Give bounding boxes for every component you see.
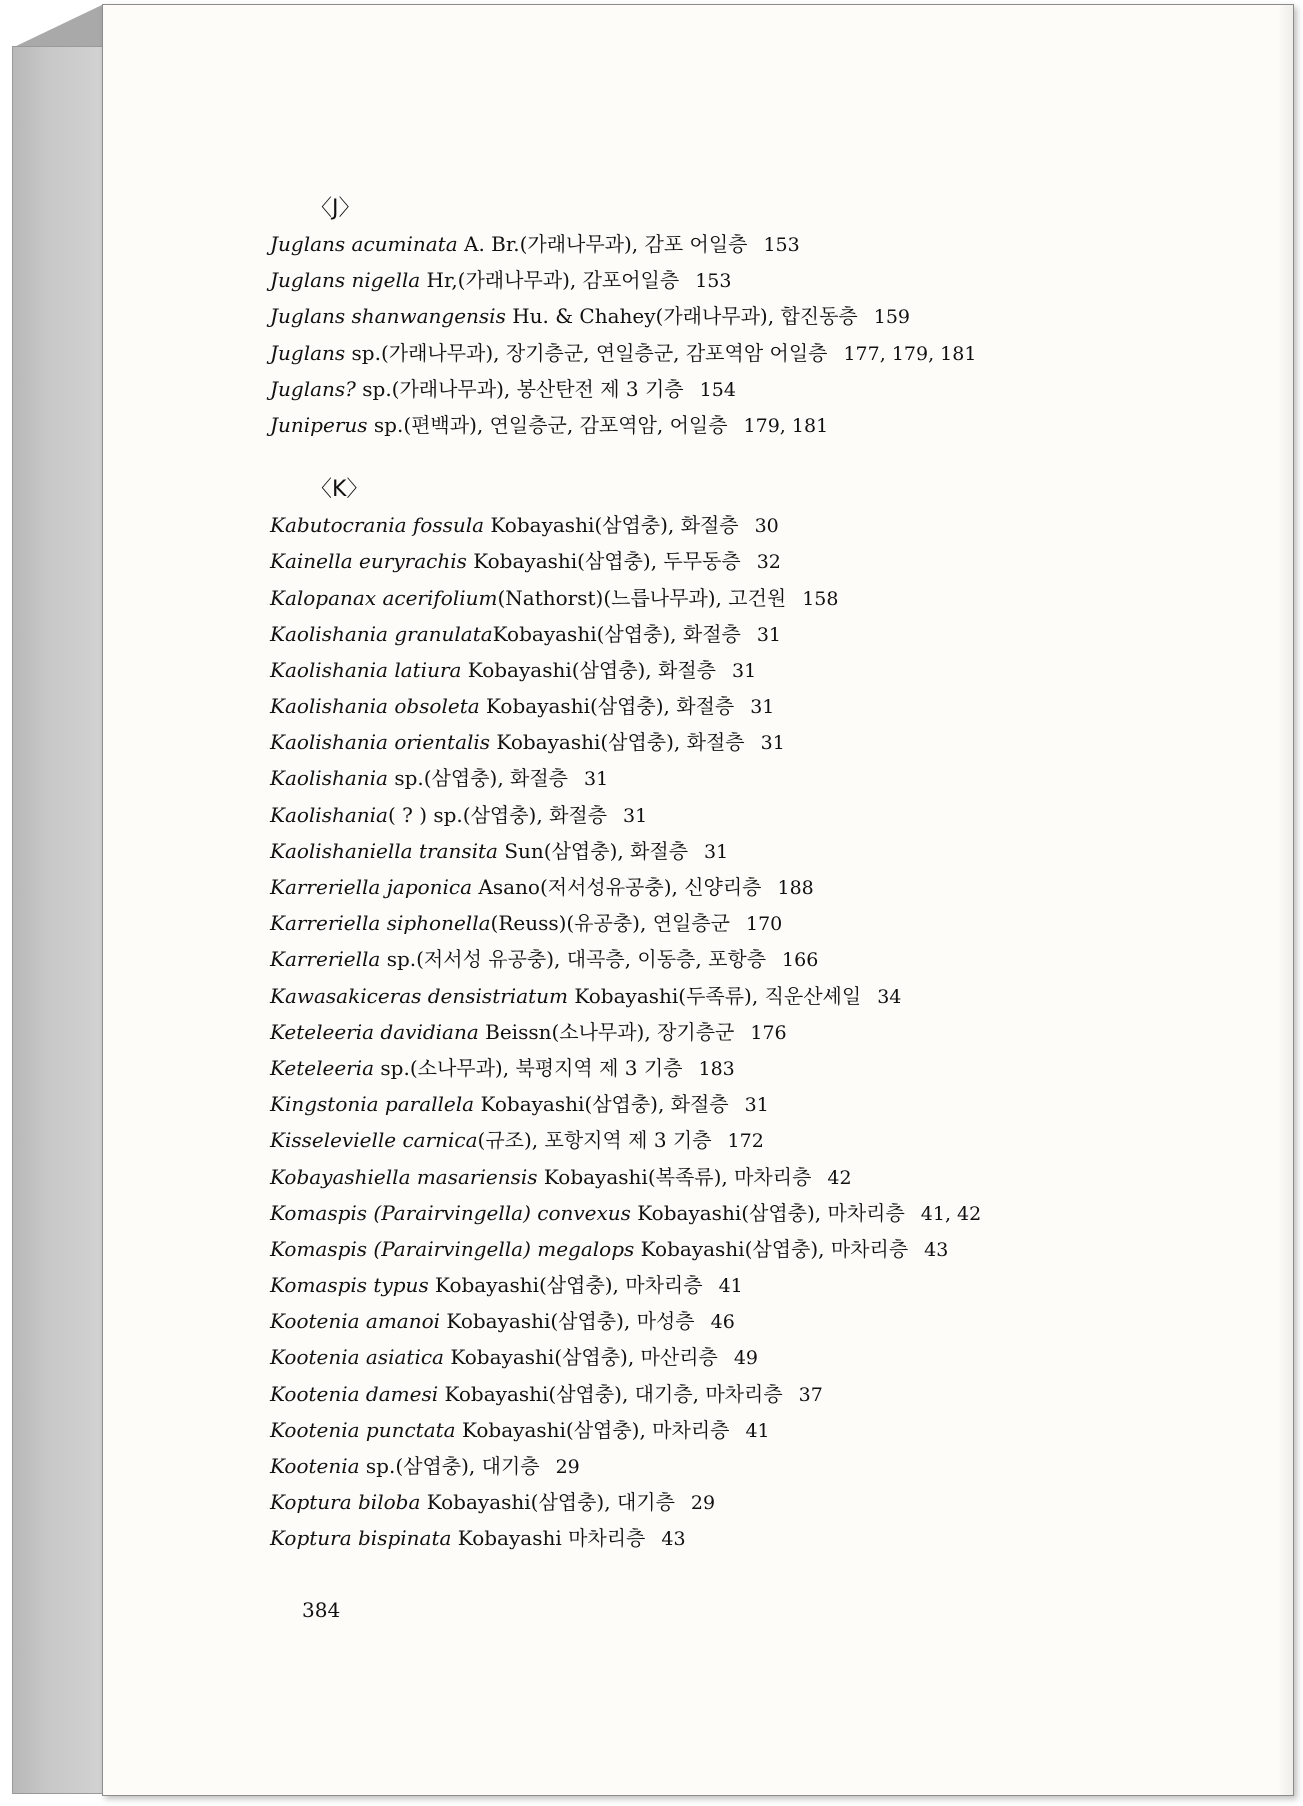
- entry-page-refs: 29: [690, 1492, 716, 1515]
- index-entry: [270, 1267, 1170, 1303]
- entry-description: Kobayashi(삼엽충), 마차리층: [630, 1200, 905, 1225]
- entry-taxon-name: Kootenia asiatica: [270, 1345, 444, 1370]
- index-entry: [270, 335, 1170, 371]
- entry-page-refs: 41: [718, 1275, 743, 1298]
- entry-taxon-name: Kootenia damesi: [270, 1381, 439, 1406]
- entry-description: Kobayashi(삼엽충), 마산리층: [443, 1345, 718, 1370]
- entry-description: Kobayashi(삼엽충), 마차리층: [634, 1236, 909, 1261]
- entry-description: Kobayashi(삼엽충), 화절층: [490, 730, 745, 755]
- entry-taxon-name: Karreriella japonica: [270, 875, 473, 899]
- entry-taxon-name: Kaolishania: [270, 766, 388, 791]
- entry-taxon-name: Kaolishania latiura: [270, 657, 462, 682]
- book-spine: [12, 46, 104, 1794]
- entry-page-refs: 153: [763, 234, 800, 256]
- entry-description: Asano(저서성유공충), 신양리층: [472, 875, 762, 899]
- entry-page-refs: 166: [782, 949, 819, 972]
- entry-description: Kobayashi(두족류), 직운산셰일: [568, 983, 862, 1008]
- section-header: 〈J〉: [310, 196, 361, 221]
- entry-page-refs: 31: [750, 696, 775, 719]
- entry-page-refs: 49: [733, 1347, 759, 1370]
- entry-taxon-name: Kainella euryrachis: [270, 549, 467, 574]
- entry-description: Kobayashi(삼엽충), 화절층: [484, 513, 739, 538]
- index-entry: [270, 298, 1170, 334]
- entry-page-refs: 41, 42: [920, 1202, 982, 1225]
- entry-description: Sun(삼엽충), 화절층: [497, 838, 689, 863]
- entry-taxon-name: Kobayashiella masariensis: [270, 1164, 538, 1189]
- index-entry: [270, 371, 1170, 407]
- entry-page-refs: 29: [555, 1456, 580, 1478]
- entry-taxon-name: Kingstonia parallela: [270, 1092, 475, 1117]
- entry-description: Kobayashi(삼엽충), 대기층: [420, 1490, 675, 1515]
- entry-page-refs: 170: [745, 913, 783, 936]
- index-entry: [270, 724, 1170, 760]
- index-entry: [270, 1159, 1170, 1195]
- entry-taxon-name: Komaspis (Parairvingella) convexus: [270, 1200, 631, 1225]
- entry-taxon-name: Kawasakiceras densistriatum: [270, 983, 568, 1008]
- index-entry: [270, 1122, 1170, 1158]
- entry-taxon-name: Kaolishania orientalis: [270, 730, 491, 755]
- entry-description: Kobayashi(삼엽충), 화절층: [479, 694, 735, 719]
- entry-page-refs: 42: [827, 1166, 852, 1189]
- entry-page-refs: 176: [750, 1021, 787, 1044]
- entry-page-refs: 41: [745, 1419, 770, 1442]
- entry-page-refs: 158: [802, 587, 839, 610]
- entry-page-refs: 153: [695, 270, 732, 293]
- entry-taxon-name: Kaolishania granulata: [270, 621, 493, 646]
- entry-page-refs: 46: [710, 1311, 735, 1334]
- entry-description: ( ? ) sp.(삼엽충), 화절층: [387, 802, 608, 827]
- entry-description: sp.(편백과), 연일층군, 감포역암, 어일층: [367, 412, 728, 437]
- entry-description: sp.(삼엽충), 대기층: [359, 1454, 540, 1478]
- index-entry: [270, 1484, 1170, 1520]
- entry-taxon-name: Kabutocrania fossula: [270, 513, 485, 538]
- entry-taxon-name: Keteleeria: [270, 1055, 375, 1080]
- entry-description: Kobayashi(삼엽충), 대기층, 마차리층: [438, 1381, 783, 1406]
- entry-taxon-name: Kaolishaniella transita: [270, 838, 498, 863]
- entry-taxon-name: Komaspis typus: [270, 1273, 429, 1298]
- section-header: 〈K〉: [310, 477, 369, 503]
- entry-description: sp.(가래나무과), 봉산탄전 제 3 기층: [355, 376, 684, 401]
- entry-taxon-name: Juniperus: [270, 412, 368, 437]
- index-entry: [270, 1448, 1170, 1484]
- index-entry: [270, 616, 1170, 652]
- index-entry: [270, 869, 1170, 905]
- entry-page-refs: 179, 181: [743, 414, 829, 437]
- entry-taxon-name: Kootenia punctata: [270, 1417, 456, 1442]
- index-entry: [270, 652, 1170, 688]
- entry-page-refs: 31: [584, 768, 609, 791]
- page-edge-shadow: [1277, 5, 1293, 1795]
- entry-taxon-name: Kisselevielle carnica: [270, 1128, 478, 1153]
- index-entry: [270, 978, 1170, 1014]
- entry-taxon-name: Juglans nigella: [270, 268, 421, 293]
- entry-taxon-name: Juglans shanwangensis: [270, 304, 506, 329]
- entry-page-refs: 43: [924, 1238, 949, 1261]
- index-entry: [270, 688, 1170, 724]
- index-entry: [270, 1014, 1170, 1050]
- index-entry: [270, 760, 1170, 796]
- entry-page-refs: 154: [699, 378, 736, 401]
- entry-page-refs: 31: [623, 804, 648, 827]
- entry-description: Hr,(가래나무과), 감포어일층: [420, 268, 680, 293]
- entry-description: Kobayashi(삼엽충), 화절층: [461, 657, 716, 682]
- entry-description: sp.(저서성 유공충), 대곡층, 이동층, 포항층: [380, 947, 767, 972]
- index-entry: [270, 833, 1170, 869]
- entry-page-refs: 31: [760, 732, 785, 755]
- entry-taxon-name: Kalopanax acerifolium: [270, 585, 498, 610]
- entry-page-refs: 31: [704, 840, 729, 863]
- entry-description: (Reuss)(유공충), 연일층군: [490, 911, 730, 936]
- index-entry: [270, 543, 1170, 579]
- entry-page-refs: 31: [744, 1094, 769, 1117]
- index-entry: [270, 1303, 1170, 1339]
- entry-page-refs: 43: [661, 1528, 686, 1551]
- entry-page-refs: 31: [756, 623, 782, 646]
- entry-taxon-name: Keteleeria davidiana: [270, 1019, 479, 1044]
- entry-description: (Nathorst)(느릅나무과), 고건원: [497, 585, 787, 610]
- index-entry: [270, 1086, 1170, 1122]
- entry-description: Beissn(소나무과), 장기층군: [478, 1019, 735, 1044]
- entry-page-refs: 34: [877, 985, 902, 1008]
- entry-description: Kobayashi(삼엽충), 두무동층: [466, 549, 741, 574]
- entry-page-refs: 30: [754, 515, 779, 538]
- index-entry: [270, 941, 1170, 977]
- entry-page-refs: 31: [732, 659, 757, 682]
- index-entry: [270, 580, 1170, 616]
- entry-taxon-name: Kootenia amanoi: [270, 1309, 441, 1334]
- entry-taxon-name: Juglans acuminata: [270, 232, 458, 256]
- entry-taxon-name: Koptura biloba: [270, 1490, 421, 1515]
- index-entry: [270, 797, 1170, 833]
- entry-taxon-name: Kaolishania: [270, 802, 388, 827]
- entry-taxon-name: Koptura bispinata: [270, 1526, 452, 1551]
- entry-description: Kobayashi(삼엽충), 마차리층: [455, 1417, 730, 1442]
- entry-taxon-name: Kootenia: [270, 1454, 360, 1478]
- entry-description: Kobayashi(삼엽충), 마성층: [440, 1309, 695, 1334]
- index-entry: [270, 507, 1170, 543]
- entry-description: (규조), 포항지역 제 3 기층: [477, 1128, 712, 1153]
- index-entry: [270, 1339, 1170, 1375]
- entry-page-refs: 37: [798, 1383, 823, 1406]
- entry-description: Hu. & Chahey(가래나무과), 합진동층: [505, 304, 858, 329]
- entry-description: sp.(가래나무과), 장기층군, 연일층군, 감포역암 어일층: [345, 340, 828, 365]
- entry-description: Kobayashi(복족류), 마차리층: [537, 1164, 812, 1189]
- entry-description: Kobayashi(삼엽충), 화절층: [474, 1092, 729, 1117]
- entry-description: Kobayashi(삼엽충), 화절층: [492, 621, 741, 646]
- entry-taxon-name: Karreriella: [270, 947, 381, 972]
- entry-description: Kobayashi(삼엽충), 마차리층: [428, 1273, 703, 1298]
- entry-description: sp.(삼엽충), 화절층: [387, 766, 568, 791]
- book-spine-top: [12, 4, 104, 48]
- index-entry: [270, 1195, 1170, 1231]
- entry-page-refs: 32: [756, 551, 781, 574]
- index-entry: [270, 407, 1170, 443]
- index-entry: [270, 1231, 1170, 1267]
- entry-description: sp.(소나무과), 북평지역 제 3 기층: [374, 1055, 683, 1080]
- index-entry: [270, 1050, 1170, 1086]
- entry-page-refs: 188: [777, 877, 814, 899]
- entry-page-refs: 159: [873, 306, 910, 329]
- index-entry: [270, 262, 1170, 298]
- page-number: 384: [302, 1598, 341, 1622]
- index-content: [270, 192, 1170, 1557]
- entry-taxon-name: Juglans?: [270, 376, 356, 401]
- entry-taxon-name: Komaspis (Parairvingella) megalops: [270, 1236, 635, 1261]
- entry-page-refs: 172: [727, 1130, 764, 1153]
- index-entry: [270, 1412, 1170, 1448]
- entry-taxon-name: Juglans: [270, 340, 346, 365]
- entry-page-refs: 177, 179, 181: [843, 342, 977, 365]
- index-entry: [270, 1520, 1170, 1556]
- entry-description: A. Br.(가래나무과), 감포 어일층: [457, 232, 748, 256]
- index-entry: [270, 1376, 1170, 1412]
- entry-page-refs: 183: [698, 1057, 735, 1080]
- entry-taxon-name: Karreriella siphonella: [270, 911, 491, 936]
- index-entry: [270, 905, 1170, 941]
- entry-description: Kobayashi 마차리층: [451, 1526, 646, 1551]
- index-entry: [270, 226, 1170, 262]
- entry-taxon-name: Kaolishania obsoleta: [270, 694, 480, 719]
